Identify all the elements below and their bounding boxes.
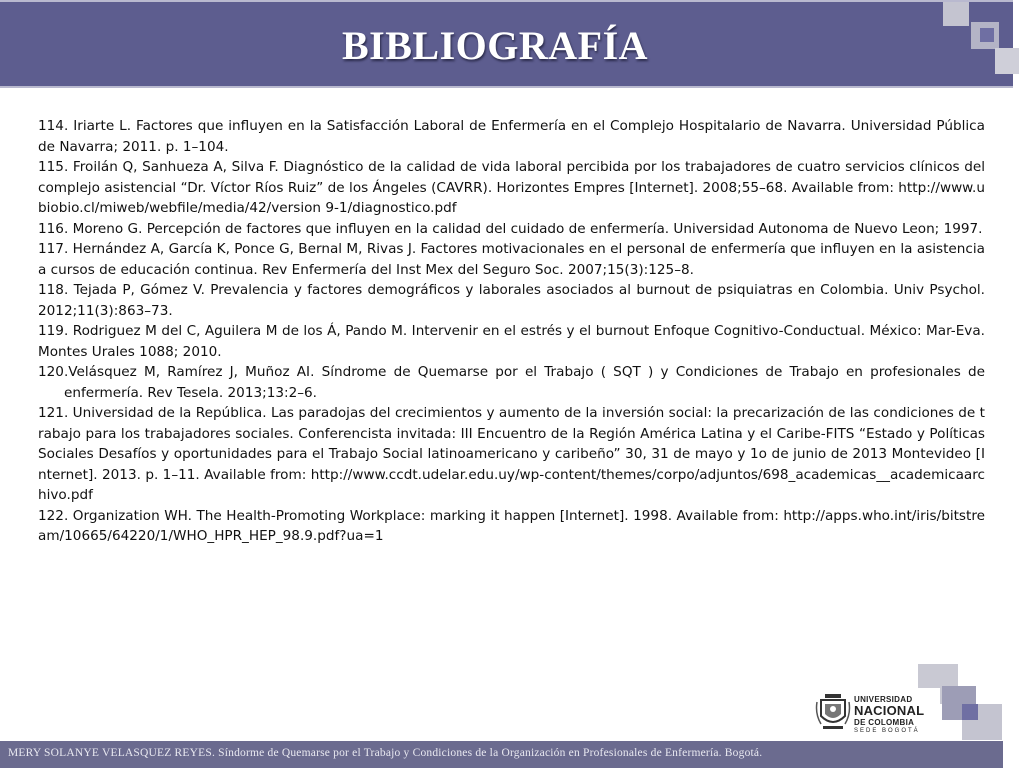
decor-square-3 bbox=[980, 28, 994, 42]
coat-of-arms-icon bbox=[815, 690, 851, 734]
footer-bar bbox=[0, 741, 1003, 768]
logo-text-universidad: UNIVERSIDAD bbox=[854, 695, 913, 704]
reference-list bbox=[38, 116, 985, 547]
footer-citation: MERY SOLANYE VELASQUEZ REYES. Síndorme de Quemarse por el Trabajo y Condiciones de la Organización en Profesionales de Enfermería. Bogotá. bbox=[8, 747, 763, 759]
logo-text-de-colombia: DE COLOMBIA bbox=[854, 718, 915, 727]
title-banner bbox=[0, 0, 1013, 88]
reference-item: 122. Organization WH. The Health-Promoting Workplace: marking it happen [Internet]. 1998. Available from: http://apps.who.int/iris/bitstream/10665/64220/1/WHO_HPR_HEP_98.9.pdf?ua=1 bbox=[38, 507, 985, 544]
decor-square-1 bbox=[943, 2, 969, 26]
reference-item: 117. Hernández A, García K, Ponce G, Bernal M, Rivas J. Factores motivacionales en el personal de enfermería que influyen en la asistencia a cursos de educación continua. Rev Enfermería del Inst Mex del Seguro Soc. 2007;15(3):125–8. bbox=[38, 241, 985, 278]
reference-item: 115. Froilán Q, Sanhueza A, Silva F. Diagnóstico de la calidad de vida laboral percibida por los trabajadores de cuatro servicios clínicos del complejo asistencial “Dr. Víctor Ríos Ruiz” de los Ángeles (CAVRR). Horizontes Empres [Internet]. 2008;55–68. Available from: http://www.ubiobio.cl/miweb/webfile/media/42/version 9-1/diagnostico.pdf bbox=[38, 159, 985, 216]
reference-item: 121. Universidad de la República. Las paradojas del crecimientos y aumento de la inversión social: la precarización de las condiciones de trabajo para los trabajadores sociales. Conferencista invitada: III Encuentro de la Región América Latina y el Caribe-FITS “Estado y Políticas Sociales Desafíos y oportunidades para el Trabajo Social latinoamericano y caribeño” 30, 31 de mayo y 1o de junio de 2013 Montevideo [Internet]. 2013. p. 1–11. Available from: http://www.ccdt.udelar.edu.uy/wp-content/themes/corpo/adjuntos/698_academicas__academicaarchivo.pdf bbox=[38, 405, 985, 503]
reference-item: 120.Velásquez M, Ramírez J, Muñoz AI. Síndrome de Quemarse por el Trabajo ( SQT ) y Condiciones de Trabajo en profesionales de enfermería. Rev Tesela. 2013;13:2–6. bbox=[38, 364, 985, 401]
university-logo bbox=[812, 688, 940, 736]
decor-square-4 bbox=[995, 48, 1019, 74]
reference-item: 116. Moreno G. Percepción de factores que influyen en la calidad del cuidado de enfermería. Universidad Autonoma de Nuevo Leon; 1997. bbox=[38, 220, 983, 237]
logo-text-nacional: NACIONAL bbox=[854, 703, 925, 718]
reference-item: 114. Iriarte L. Factores que influyen en la Satisfacción Laboral de Enfermería en el Complejo Hospitalario de Navarra. Universidad Pública de Navarra; 2011. p. 1–104. bbox=[38, 118, 985, 155]
reference-item: 118. Tejada P, Gómez V. Prevalencia y factores demográficos y laborales asociados al burnout de psiquiatras en Colombia. Univ Psychol. 2012;11(3):863–73. bbox=[38, 282, 985, 319]
reference-item: 119. Rodriguez M del C, Aguilera M de los Á, Pando M. Intervenir en el estrés y el burnout Enfoque Cognitivo-Conductual. México: Mar-Eva. Montes Urales 1088; 2010. bbox=[38, 323, 985, 360]
decor-square-8 bbox=[962, 704, 978, 720]
slide-title: BIBLIOGRAFÍA bbox=[341, 23, 649, 68]
logo-text-sede: SEDE BOGOTÁ bbox=[854, 728, 920, 734]
